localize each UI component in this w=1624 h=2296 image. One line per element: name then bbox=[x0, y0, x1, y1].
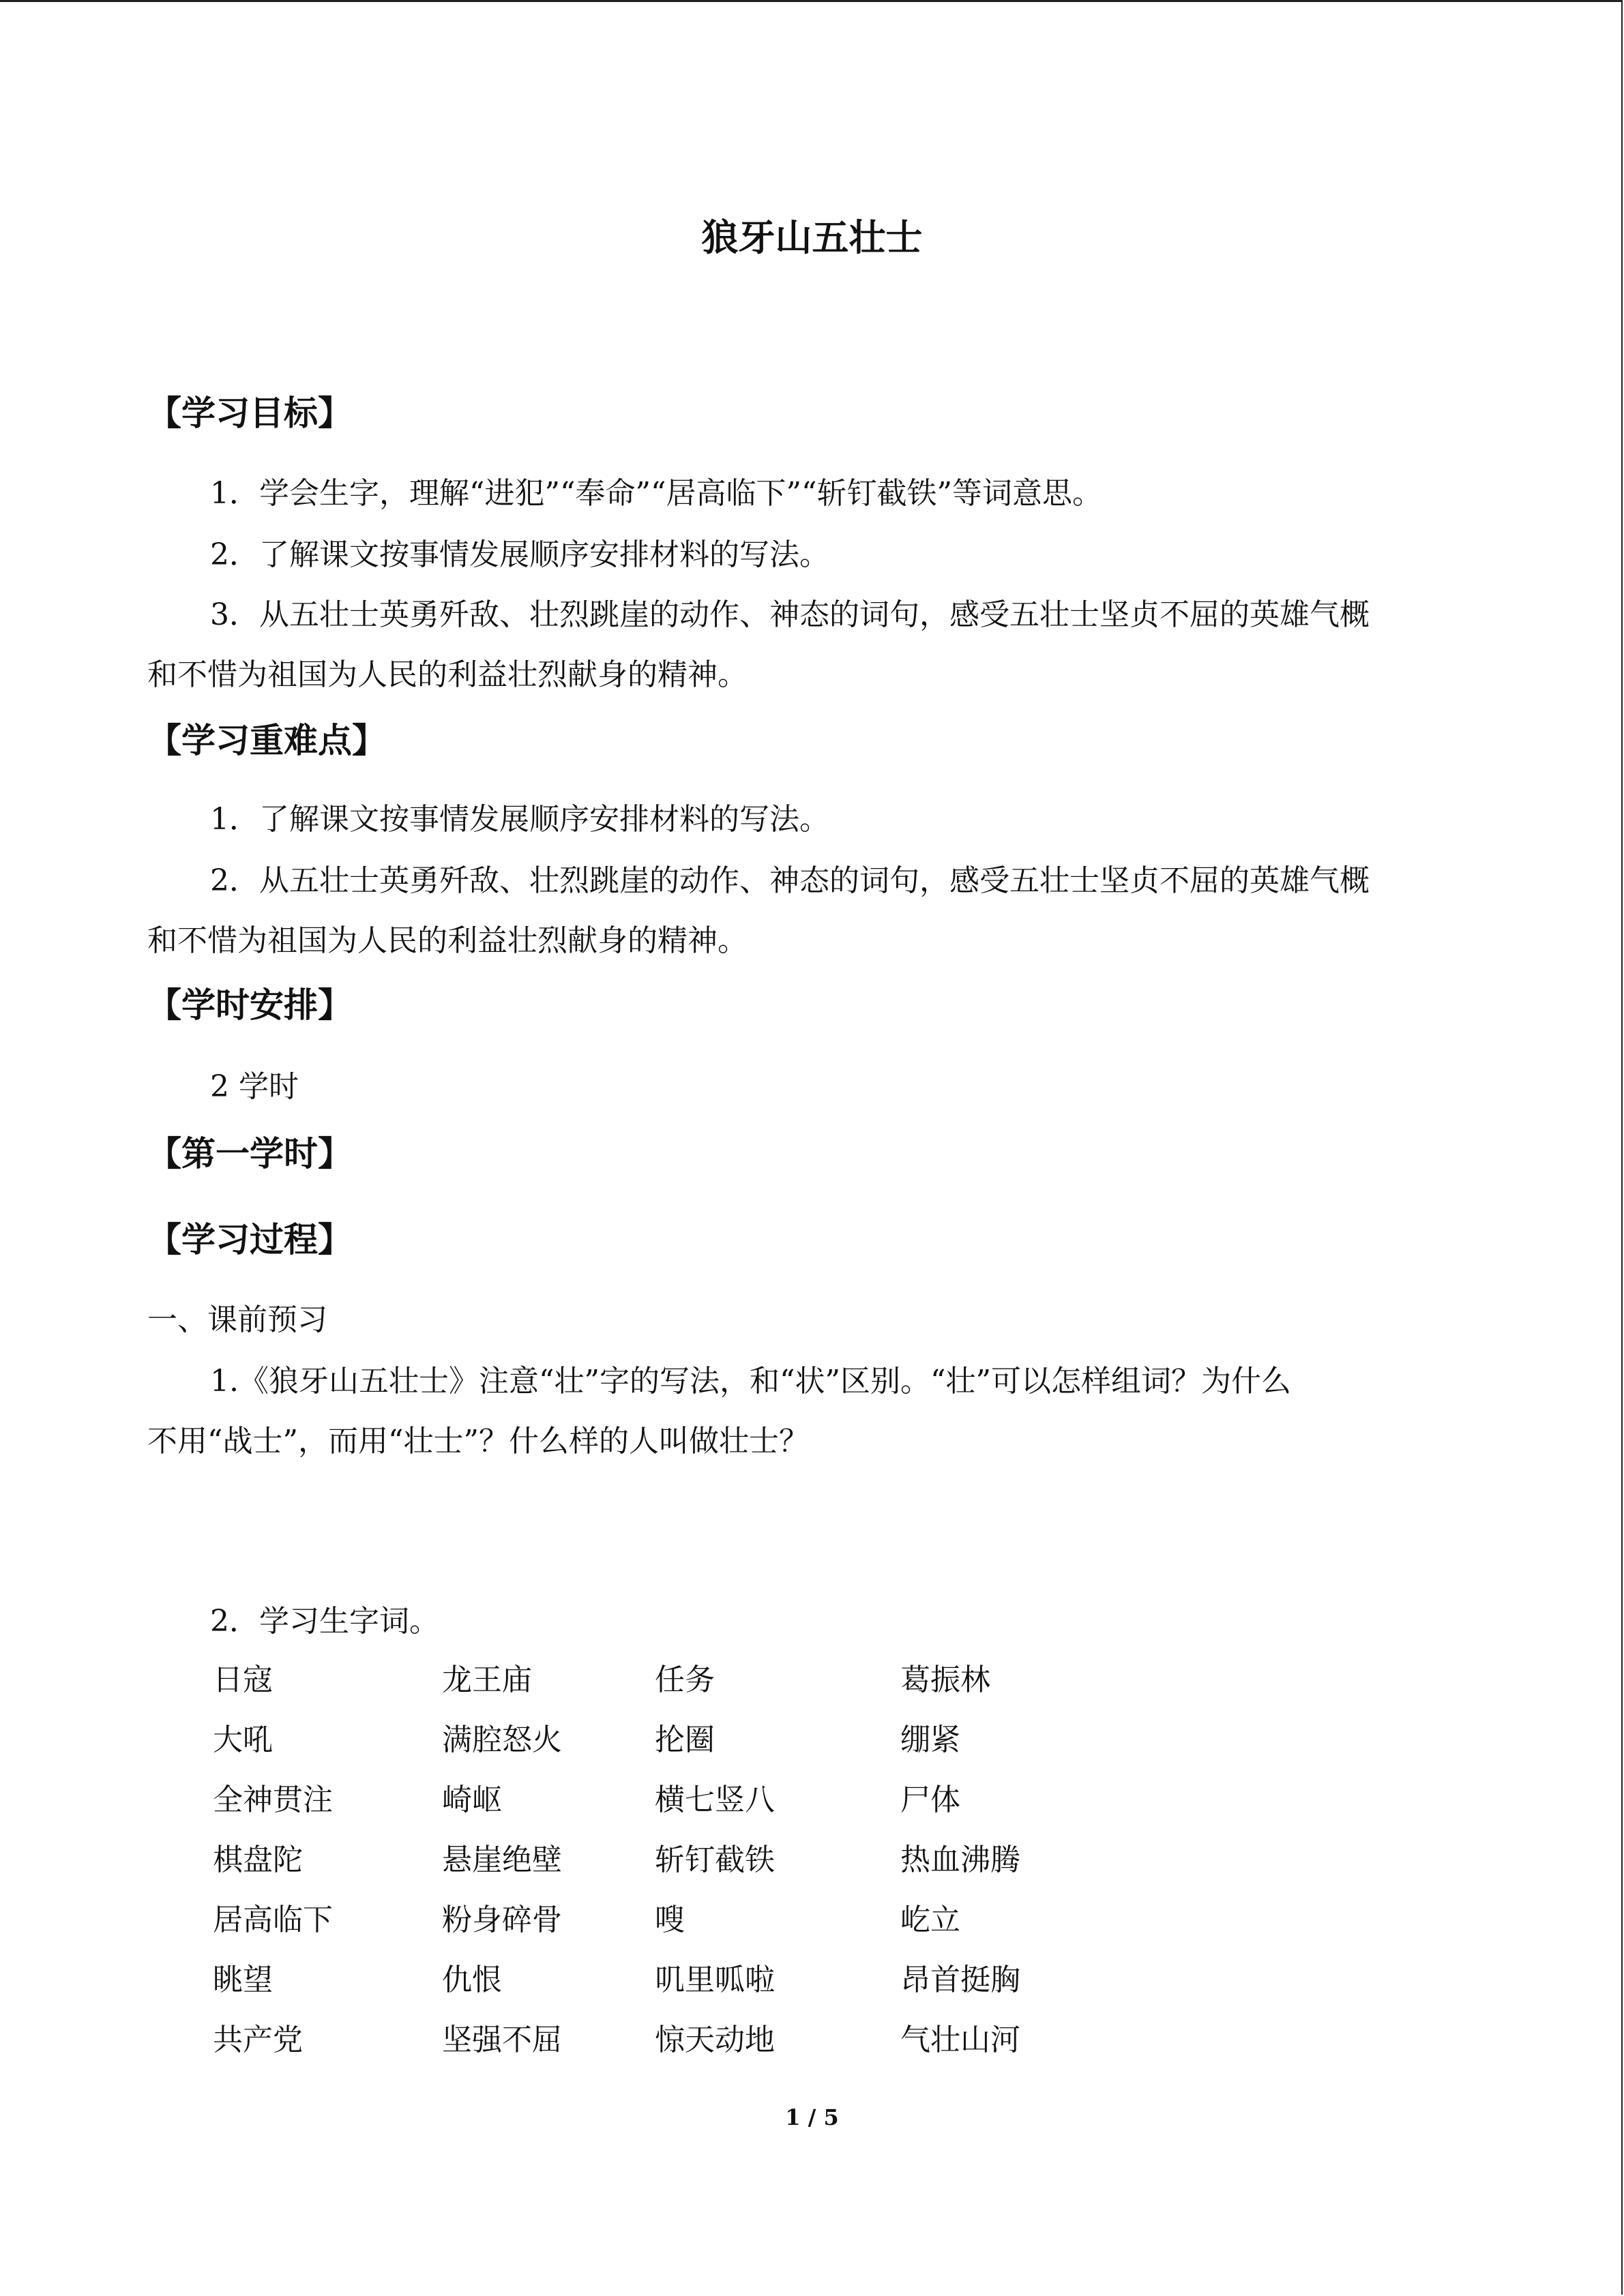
goal-item: 2．了解课文按事情发展顺序安排材料的写法。 bbox=[210, 537, 829, 572]
vocab-word: 任务 bbox=[655, 1663, 715, 1697]
time-text: 2 学时 bbox=[210, 1069, 299, 1104]
vocab-word: 日寇 bbox=[213, 1663, 273, 1697]
vocab-word: 屹立 bbox=[900, 1903, 960, 1937]
vocab-word: 横七竖八 bbox=[655, 1783, 775, 1817]
vocab-word: 仇恨 bbox=[442, 1963, 502, 1997]
page-title: 狼牙山五壮士 bbox=[701, 216, 923, 259]
goal-item: 1．学会生字，理解“进犯”“奉命”“居高临下”“斩钉截铁”等词意思。 bbox=[210, 476, 1102, 511]
heading-goals: 【学习目标】 bbox=[147, 393, 352, 433]
vocab-word: 共产党 bbox=[213, 2023, 303, 2057]
vocab-word: 嗖 bbox=[655, 1903, 685, 1937]
goal-item-continuation: 和不惜为祖国为人民的利益壮烈献身的精神。 bbox=[147, 657, 748, 692]
heading-time: 【学时安排】 bbox=[147, 985, 352, 1025]
vocab-word: 全神贯注 bbox=[213, 1783, 333, 1817]
vocab-word: 抡圈 bbox=[655, 1723, 715, 1757]
vocab-word: 满腔怒火 bbox=[442, 1723, 562, 1757]
page-number: 1 / 5 bbox=[785, 2104, 839, 2130]
vocab-word: 龙王庙 bbox=[442, 1663, 532, 1697]
heading-first-period: 【第一学时】 bbox=[147, 1134, 352, 1174]
vocab-word: 热血沸腾 bbox=[900, 1843, 1020, 1877]
vocab-word: 葛振林 bbox=[900, 1663, 990, 1697]
vocab-word: 棋盘陀 bbox=[213, 1843, 303, 1877]
vocab-word: 崎岖 bbox=[442, 1783, 502, 1817]
vocab-word: 惊天动地 bbox=[655, 2023, 775, 2057]
goal-item: 3．从五壮士英勇歼敌、壮烈跳崖的动作、神态的词句，感受五壮士坚贞不屈的英雄气概 bbox=[210, 597, 1370, 632]
vocab-word: 悬崖绝壁 bbox=[442, 1843, 562, 1877]
key-point-item: 1．了解课文按事情发展顺序安排材料的写法。 bbox=[210, 802, 829, 837]
question-2: 2．学习生字词。 bbox=[210, 1604, 439, 1639]
vocab-word: 坚强不屈 bbox=[442, 2023, 562, 2057]
vocab-word: 斩钉截铁 bbox=[655, 1843, 775, 1877]
vocab-word: 叽里呱啦 bbox=[655, 1963, 775, 1997]
vocab-word: 大吼 bbox=[213, 1723, 273, 1757]
vocab-word: 粉身碎骨 bbox=[442, 1903, 562, 1937]
vocab-word: 居高临下 bbox=[213, 1903, 333, 1937]
vocab-word: 绷紧 bbox=[900, 1723, 960, 1757]
question-1: 1.《狼牙山五壮士》注意“壮”字的写法，和“状”区别。“壮”可以怎样组词？为什么 bbox=[210, 1364, 1291, 1399]
heading-process: 【学习过程】 bbox=[147, 1220, 352, 1259]
question-1-continuation: 不用“战士”，而用“壮士”？什么样的人叫做壮士？ bbox=[147, 1424, 809, 1459]
vocab-word: 尸体 bbox=[900, 1783, 960, 1817]
preview-heading: 一、课前预习 bbox=[147, 1302, 327, 1337]
vocab-word: 眺望 bbox=[213, 1963, 273, 1997]
vocab-word: 昂首挺胸 bbox=[900, 1963, 1020, 1997]
vocab-word: 气壮山河 bbox=[900, 2023, 1020, 2057]
key-point-item: 2．从五壮士英勇歼敌、壮烈跳崖的动作、神态的词句，感受五壮士坚贞不屈的英雄气概 bbox=[210, 863, 1370, 898]
heading-key-points: 【学习重难点】 bbox=[147, 721, 386, 760]
key-point-item-continuation: 和不惜为祖国为人民的利益壮烈献身的精神。 bbox=[147, 923, 748, 958]
